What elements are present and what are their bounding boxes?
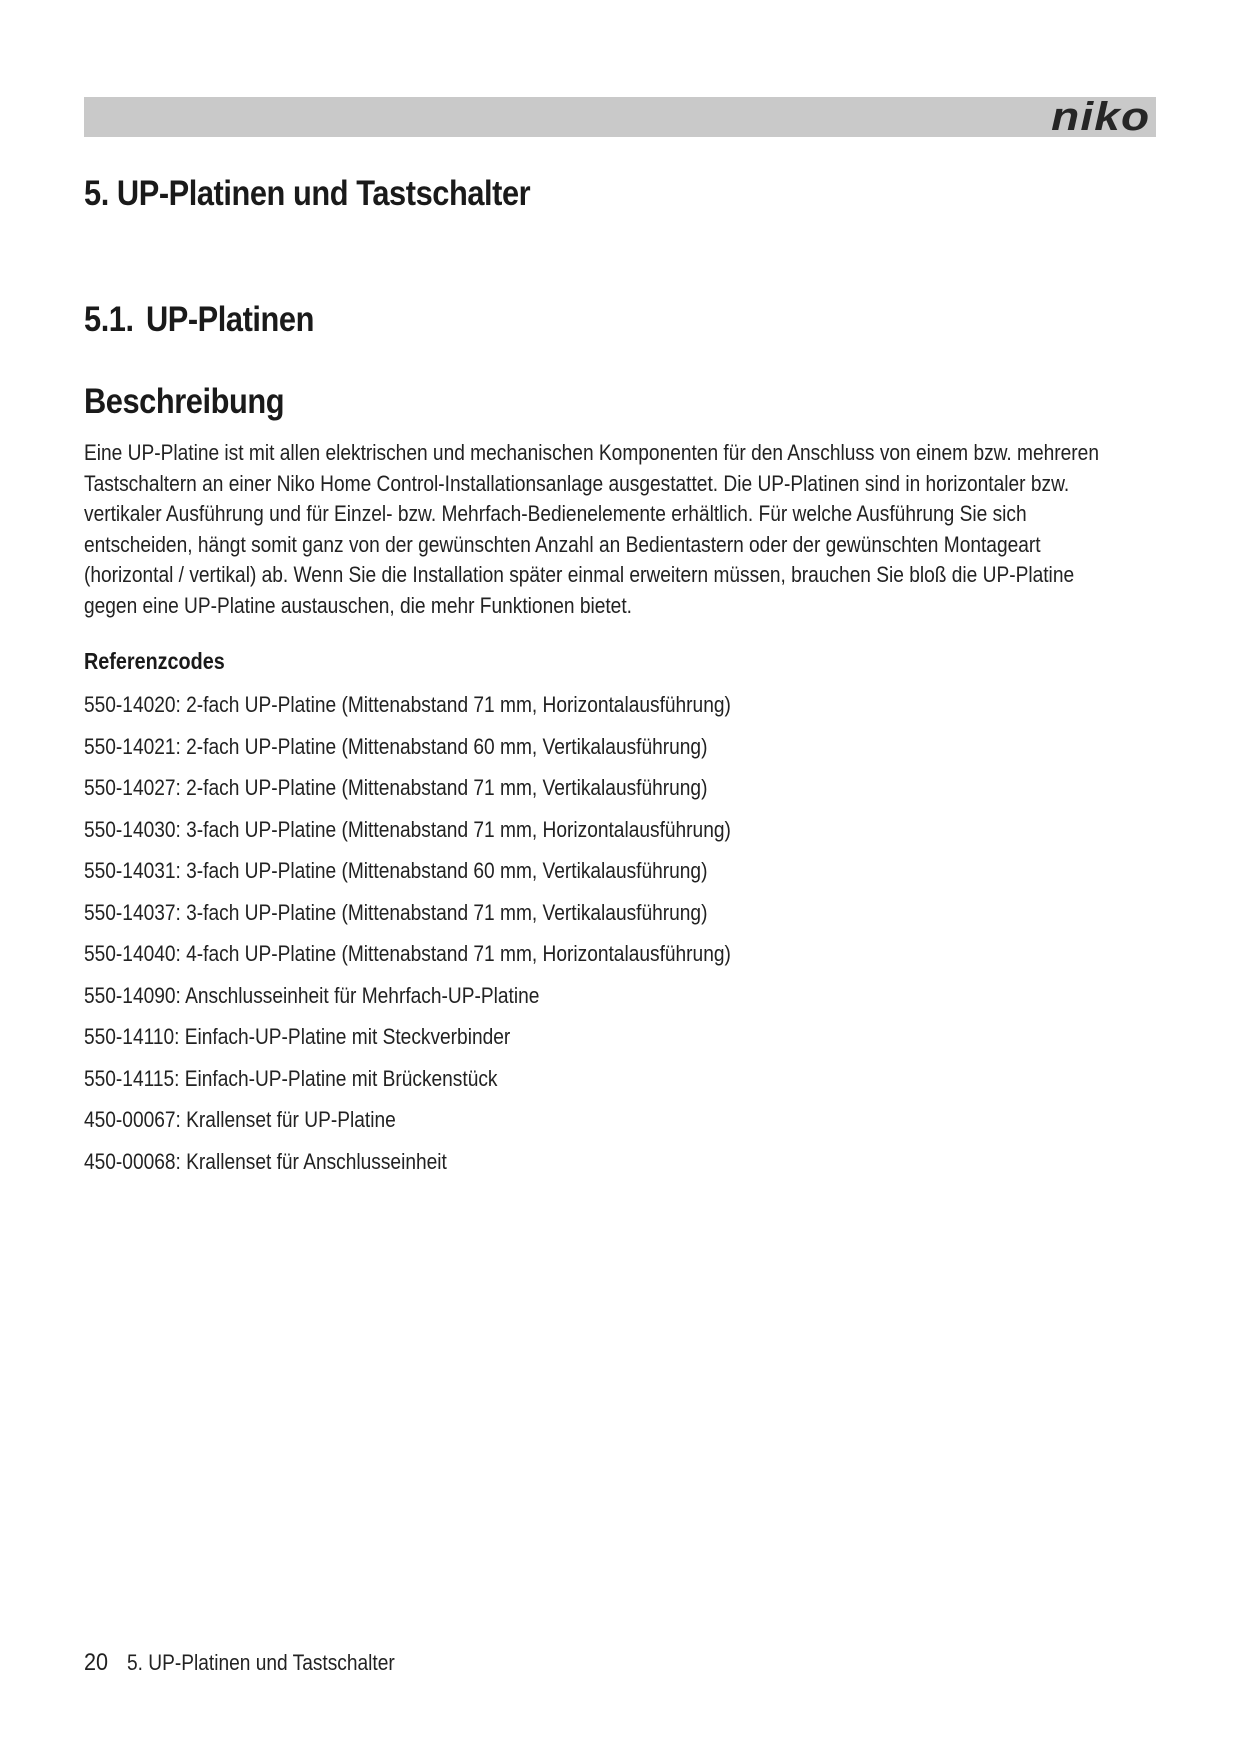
reference-item: 550-14115: Einfach-UP-Platine mit Brückenstück — [84, 1065, 498, 1091]
footer-chapter-text: 5. UP-Platinen und Tastschalter — [126, 1650, 395, 1675]
reference-item: 550-14110: Einfach-UP-Platine mit Steckverbinder — [84, 1024, 511, 1049]
header-bar — [84, 97, 1156, 137]
reference-item: 550-14090: Anschlusseinheit für Mehrfach-UP-Platine — [84, 982, 540, 1008]
reference-list — [84, 690, 731, 1188]
reference-item: 450-00068: Krallenset für Anschlusseinheit — [84, 1148, 447, 1174]
chapter-title: 5. UP-Platinen und Tastschalter — [84, 174, 531, 213]
reference-item: 550-14030: 3-fach UP-Platine (Mittenabstand 71 mm, Horizontalausführung) — [84, 816, 731, 842]
reference-item: 550-14021: 2-fach UP-Platine (Mittenabstand 60 mm, Vertikalausführung) — [84, 733, 708, 759]
section-heading — [84, 300, 314, 340]
reference-item: 550-14037: 3-fach UP-Platine (Mittenabstand 71 mm, Vertikalausführung) — [84, 899, 708, 925]
page-number: 20 — [84, 1649, 109, 1676]
references-heading: Referenzcodes — [84, 648, 225, 674]
reference-item: 550-14027: 2-fach UP-Platine (Mittenabstand 71 mm, Vertikalausführung) — [84, 775, 708, 800]
reference-item: 550-14040: 4-fach UP-Platine (Mittenabstand 71 mm, Horizontalausführung) — [84, 941, 731, 966]
page-footer — [84, 1649, 434, 1677]
reference-item: 550-14020: 2-fach UP-Platine (Mittenabstand 71 mm, Horizontalausführung) — [84, 692, 731, 717]
section-number: 5.1. — [84, 300, 134, 339]
section-title: UP-Platinen — [145, 300, 314, 339]
description-paragraph: Eine UP-Platine ist mit allen elektrischen und mechanischen Komponenten für den Anschluss von einem bzw. mehreren Tastschaltern an einer Niko Home Control-Installationsanlage ausgestattet. Die UP-Platinen sind in horizontaler bzw. vertikaler Ausführung und für Einzel- bzw. Mehrfach-Bedienelemente erhältlich. Für welche Ausführung Sie sich entscheiden, hängt somit ganz von der gewünschten Anzahl an Bedientastern oder der gewünschten Montageart (horizontal / vertikal) ab. Wenn Sie die Installation später einmal erweitern müssen, brauchen Sie bloß die UP-Platine gegen eine UP-Platine austauschen, die mehr Funktionen bietet. — [84, 440, 1099, 618]
niko-logo: niko — [1050, 95, 1150, 139]
reference-item: 450-00067: Krallenset für UP-Platine — [84, 1107, 396, 1132]
subsection-title: Beschreibung — [84, 382, 285, 421]
reference-item: 550-14031: 3-fach UP-Platine (Mittenabstand 60 mm, Vertikalausführung) — [84, 858, 708, 883]
